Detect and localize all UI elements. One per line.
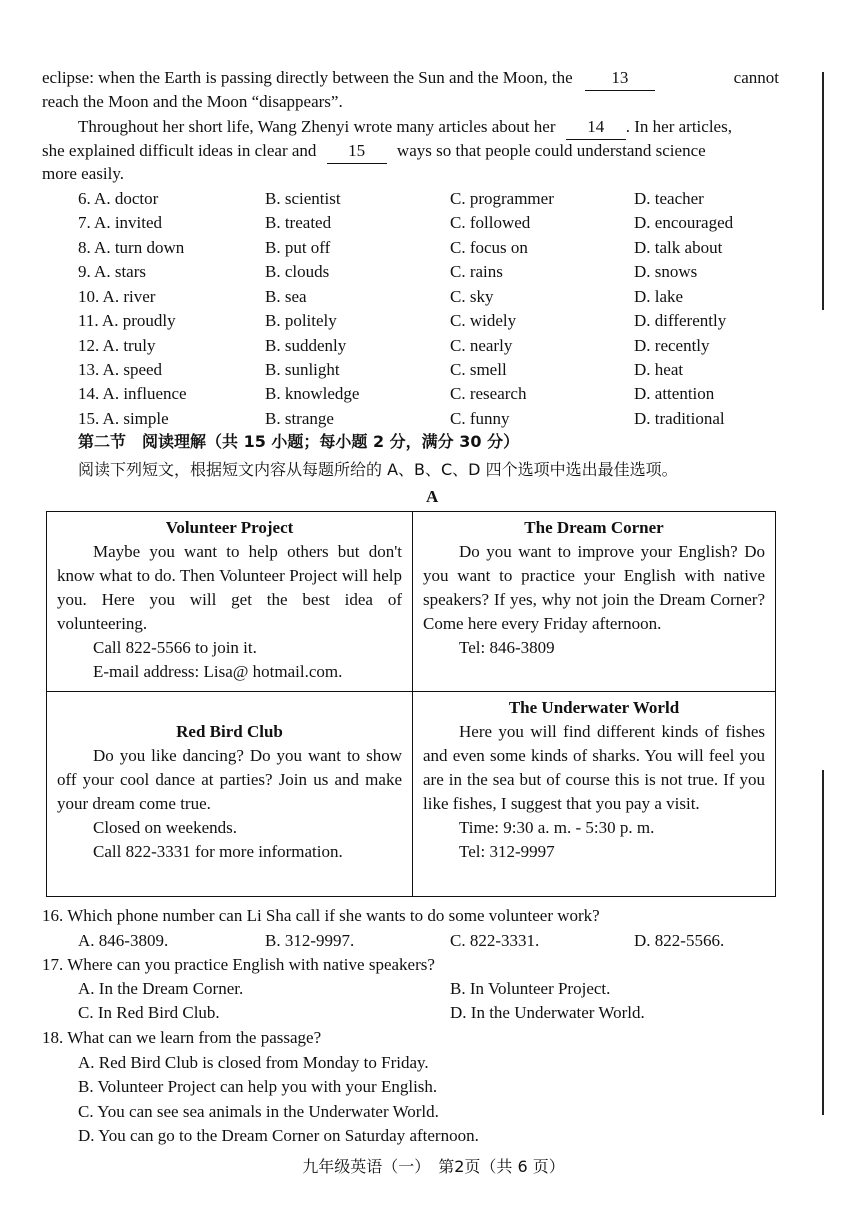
option-c[interactable]: C. funny (450, 409, 510, 428)
q16-option-d[interactable]: D. 822-5566. (634, 931, 725, 950)
ad-body: Do you like dancing? Do you want to show off your cool dance at parties? Join us and make your dream come true. (57, 746, 402, 813)
option-b[interactable]: B. politely (265, 311, 337, 330)
blank-15: 15 (327, 139, 387, 164)
ad-body: Maybe you want to help others but don't know what to do. Then Volunteer Project will help you. Here you will get the best idea of volunteering. (57, 542, 402, 633)
ad-body: Here you will find different kinds of fishes and even some kinds of sharks. You will feel you are in the sea but of course this is not true. If you like fishes, I suggest that you pay a visit. (423, 722, 765, 813)
passage-line-1 (42, 66, 779, 91)
ad-time: Time: 9:30 a. m. - 5:30 p. m. (459, 818, 655, 837)
ad-title: The Dream Corner (524, 518, 664, 537)
option-b[interactable]: B. put off (265, 238, 331, 257)
ads-table (46, 511, 776, 897)
option-d[interactable]: D. traditional (634, 409, 725, 428)
option-a[interactable]: 9. A. stars (78, 262, 146, 281)
ad-underwater (413, 692, 776, 897)
passage-line-5: more easily. (42, 164, 124, 183)
margin-bar-top (822, 72, 824, 310)
q17-option-b[interactable]: B. In Volunteer Project. (450, 979, 611, 998)
option-c[interactable]: C. rains (450, 262, 503, 281)
option-a[interactable]: 12. A. truly (78, 336, 156, 355)
option-c[interactable]: C. widely (450, 311, 517, 330)
q17-option-a[interactable]: A. In the Dream Corner. (78, 979, 244, 998)
ad-red-bird (47, 692, 413, 897)
option-c[interactable]: C. smell (450, 360, 507, 379)
passage-text: Throughout her short life, Wang Zhenyi wrote many articles about her (78, 117, 556, 136)
option-c[interactable]: C. focus on (450, 238, 528, 257)
passage-line-3 (78, 115, 732, 140)
ad-dream-corner (413, 512, 776, 692)
option-b[interactable]: B. suddenly (265, 336, 347, 355)
ad-closed: Closed on weekends. (93, 818, 238, 837)
option-d[interactable]: D. snows (634, 262, 698, 281)
option-b[interactable]: B. scientist (265, 189, 341, 208)
question-17-stem: 17. Where can you practice English with native speakers? (42, 955, 435, 974)
option-b[interactable]: B. treated (265, 213, 332, 232)
option-d[interactable]: D. lake (634, 287, 684, 306)
q18-option-a[interactable]: A. Red Bird Club is closed from Monday to Friday. (78, 1053, 429, 1072)
blank-13: 13 (585, 66, 655, 91)
q16-option-a[interactable]: A. 846-3809. (78, 931, 169, 950)
option-a[interactable]: 8. A. turn down (78, 238, 185, 257)
ad-title: The Underwater World (508, 698, 680, 717)
option-c[interactable]: C. followed (450, 213, 531, 232)
passage-line-2: reach the Moon and the Moon “disappears”. (42, 92, 343, 111)
option-c[interactable]: C. sky (450, 287, 494, 306)
option-b[interactable]: B. sunlight (265, 360, 340, 379)
option-d[interactable]: D. recently (634, 336, 710, 355)
option-b[interactable]: B. knowledge (265, 384, 360, 403)
ad-call: Call 822-3331 for more information. (93, 842, 343, 861)
passage-line-4 (42, 139, 706, 164)
option-a[interactable]: 6. A. doctor (78, 189, 159, 208)
option-a[interactable]: 13. A. speed (78, 360, 163, 379)
option-d[interactable]: D. encouraged (634, 213, 734, 232)
q18-option-c[interactable]: C. You can see sea animals in the Underwater World. (78, 1102, 439, 1121)
option-d[interactable]: D. differently (634, 311, 727, 330)
option-c[interactable]: C. programmer (450, 189, 554, 208)
ad-call: Call 822-5566 to join it. (93, 638, 257, 657)
section-title: 第二节 阅读理解（共 15 小题；每小题 2 分，满分 30 分） (78, 432, 520, 451)
option-c[interactable]: C. nearly (450, 336, 513, 355)
option-d[interactable]: D. heat (634, 360, 684, 379)
option-d[interactable]: D. attention (634, 384, 715, 403)
option-a[interactable]: 14. A. influence (78, 384, 187, 403)
margin-bar-bottom (822, 770, 824, 1115)
blank-14: 14 (566, 115, 626, 140)
question-18-stem: 18. What can we learn from the passage? (42, 1028, 322, 1047)
ad-title: Red Bird Club (176, 722, 283, 741)
q17-option-c[interactable]: C. In Red Bird Club. (78, 1003, 220, 1022)
ad-tel: Tel: 846-3809 (459, 638, 555, 657)
ad-title: Volunteer Project (165, 518, 294, 537)
passage-text: cannot (733, 68, 779, 87)
passage-label: A (426, 487, 439, 506)
option-a[interactable]: 10. A. river (78, 287, 156, 306)
question-16-stem: 16. Which phone number can Li Sha call if she wants to do some volunteer work? (42, 906, 600, 925)
ad-email: E-mail address: Lisa@ hotmail.com. (93, 662, 343, 681)
ad-body: Do you want to improve your English? Do you want to practice your English with native speakers? If yes, why not join the Dream Corner? Come here every Friday afternoon. (423, 542, 765, 633)
page-footer: 九年级英语（一） 第2页（共 6 页） (302, 1157, 565, 1176)
option-b[interactable]: B. sea (265, 287, 307, 306)
q17-option-d[interactable]: D. In the Underwater World. (450, 1003, 645, 1022)
ad-tel: Tel: 312-9997 (459, 842, 555, 861)
option-d[interactable]: D. talk about (634, 238, 723, 257)
option-a[interactable]: 7. A. invited (78, 213, 163, 232)
option-d[interactable]: D. teacher (634, 189, 704, 208)
passage-text: eclipse: when the Earth is passing directly between the Sun and the Moon, the (42, 68, 573, 87)
q16-option-b[interactable]: B. 312-9997. (265, 931, 355, 950)
passage-text: she explained difficult ideas in clear and (42, 141, 317, 160)
q18-option-d[interactable]: D. You can go to the Dream Corner on Saturday afternoon. (78, 1126, 479, 1145)
q18-option-b[interactable]: B. Volunteer Project can help you with your English. (78, 1077, 438, 1096)
option-a[interactable]: 15. A. simple (78, 409, 169, 428)
ad-volunteer (47, 512, 413, 692)
option-b[interactable]: B. clouds (265, 262, 330, 281)
option-b[interactable]: B. strange (265, 409, 334, 428)
passage-text: . In her articles, (625, 117, 732, 136)
section-instruction: 阅读下列短文，根据短文内容从每题所给的 A、B、C、D 四个选项中选出最佳选项。 (78, 460, 678, 479)
option-a[interactable]: 11. A. proudly (78, 311, 176, 330)
q16-option-c[interactable]: C. 822-3331. (450, 931, 540, 950)
passage-text: ways so that people could understand science (396, 141, 706, 160)
option-c[interactable]: C. research (450, 384, 527, 403)
